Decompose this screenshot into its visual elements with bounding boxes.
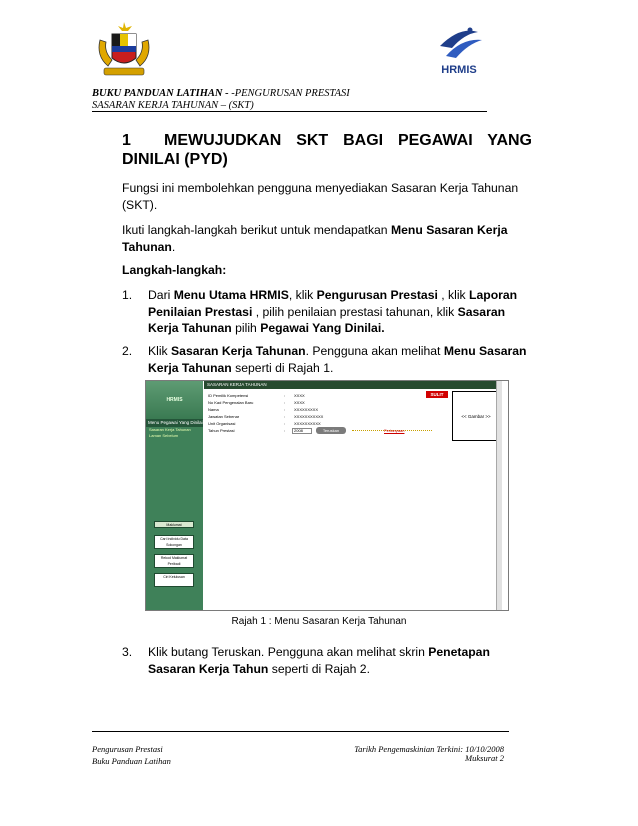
step-bold: Sasaran Kerja Tahunan xyxy=(148,304,506,335)
step-bold: Sasaran Kerja Tahunan xyxy=(171,344,306,358)
step-bold: Pengurusan Prestasi xyxy=(316,288,438,302)
step-bold: Laporan Penilaian Prestasi xyxy=(148,288,518,319)
step-text: . Pengguna akan melihat xyxy=(305,344,444,358)
field-value: XXXX xyxy=(294,400,305,405)
instruction-paragraph xyxy=(122,222,522,255)
running-header-line2: SASARAN KERJA TAHUNAN – (SKT) xyxy=(92,100,254,111)
form-title: SASARAN KERJA TAHUNAN xyxy=(204,381,502,389)
sidebar-link-skt[interactable]: Sasaran Kerja Tahunan xyxy=(149,427,191,432)
sidebar-link-back[interactable]: Laman Sebelum xyxy=(149,433,179,438)
step-bold: Menu Utama HRMIS xyxy=(173,288,289,302)
running-header-line1 xyxy=(92,88,350,99)
step-number: 1. xyxy=(122,288,133,302)
field-value: XXXXXXXXX xyxy=(294,407,319,412)
step-text: pilih xyxy=(231,321,261,335)
field-label: No Kad Pengenalan Baru xyxy=(208,400,254,405)
sidebar-box-button[interactable]: Cari Individu Data Sokongan xyxy=(154,535,194,549)
header-title: BUKU PANDUAN LATIHAN - xyxy=(92,88,229,99)
pertanyaan-link[interactable]: Pertanyaan xyxy=(384,428,405,433)
step-text: , pilih penilaian prestasi tahunan, klik xyxy=(252,304,458,319)
figure-caption: Rajah 1 : Menu Sasaran Kerja Tahunan xyxy=(231,616,407,627)
step-number: 3. xyxy=(122,645,133,659)
field-colon: : xyxy=(284,414,286,419)
footer-page-number: Muksurat 2 xyxy=(465,753,504,763)
step-text: seperti di Rajah 1. xyxy=(231,360,334,375)
step-number: 2. xyxy=(122,344,133,358)
sidebar-box-header: Maklumat xyxy=(154,521,194,528)
step-text: Dari xyxy=(148,288,174,302)
header-subtitle: -PENGURUSAN PRESTASI xyxy=(228,88,350,99)
footer-right-date: Tarikh Pengemaskinian Terkini: 10/10/2008 xyxy=(354,744,504,754)
vertical-scrollbar[interactable] xyxy=(496,381,502,610)
step-bold: Menu Sasaran Kerja Tahunan xyxy=(148,344,527,375)
sulit-badge: SULIT xyxy=(426,391,448,398)
field-colon: : xyxy=(284,407,286,412)
step-text: Klik xyxy=(148,344,172,358)
field-value: XXXX xyxy=(294,393,305,398)
section-heading xyxy=(122,131,532,169)
field-colon: : xyxy=(284,421,286,426)
sidebar-logo: HRMIS xyxy=(166,397,183,403)
sidebar-menu-tab[interactable]: Menu Pegawai Yang Dinilai xyxy=(148,420,203,425)
field-label: Nama xyxy=(208,407,219,412)
sidebar-box-button[interactable]: Ciri Kelulusan xyxy=(154,573,194,587)
field-value: XXXXXXXXXXX xyxy=(294,414,324,419)
figure-screenshot xyxy=(145,380,509,611)
sidebar-banner xyxy=(146,381,203,419)
step-text: , klik xyxy=(288,288,317,302)
field-label: ID Pemilik Kompetensi xyxy=(208,393,249,398)
teruskan-button[interactable]: Teruskan xyxy=(316,427,346,434)
step-text: Klik butang Teruskan. Pengguna akan melihat skrin xyxy=(148,645,429,659)
field-label: Unit Organisasi xyxy=(208,421,236,426)
field-colon: : xyxy=(284,393,286,398)
field-colon: : xyxy=(284,400,286,405)
app-sidebar xyxy=(146,381,203,610)
app-main-form xyxy=(204,381,502,610)
hrmis-logo xyxy=(430,22,488,78)
step-item xyxy=(122,343,532,376)
section-number: 1 xyxy=(122,132,131,149)
footer-left-line2: Buku Panduan Latihan xyxy=(92,756,171,766)
instruction-bold: Menu Sasaran Kerja Tahunan xyxy=(122,223,508,254)
year-label: Tahun Prestasi xyxy=(208,428,235,433)
step-text: , klik xyxy=(437,288,470,302)
section-title-line2: DINILAI (PYD) xyxy=(122,151,228,168)
instruction-suffix: . xyxy=(171,239,176,254)
intro-paragraph: Fungsi ini membolehkan pengguna menyediakan Sasaran Kerja Tahunan (SKT). xyxy=(122,181,519,212)
steps-heading: Langkah-langkah: xyxy=(122,263,227,277)
footer-left-line1: Pengurusan Prestasi xyxy=(92,744,163,754)
sidebar-box-button[interactable]: Rekod Maklumat Peribadi xyxy=(154,554,194,568)
step-bold: Pegawai Yang Dinilai. xyxy=(260,321,385,335)
photo-placeholder: << Gambar >> xyxy=(452,391,500,441)
instruction-text: Ikuti langkah-langkah berikut untuk mendapatkan xyxy=(122,223,391,237)
section-title-line1: MEWUJUDKAN SKT BAGI PEGAWAI YANG xyxy=(164,132,532,149)
field-label: Jawatan Sebenar xyxy=(208,414,240,419)
step-bold: Penetapan Sasaran Kerja Tahun xyxy=(148,645,490,676)
step-item xyxy=(122,644,532,677)
malaysia-crest-logo xyxy=(92,20,156,82)
header-divider xyxy=(92,111,487,112)
footer-divider xyxy=(92,731,509,732)
hrmis-logo-text: HRMIS xyxy=(441,64,477,76)
field-colon: : xyxy=(284,428,286,433)
field-value: XXXXXXXXXX xyxy=(294,421,321,426)
year-input[interactable]: 2008 xyxy=(292,428,312,434)
step-item xyxy=(122,287,532,337)
step-text: seperti di Rajah 2. xyxy=(268,661,370,676)
